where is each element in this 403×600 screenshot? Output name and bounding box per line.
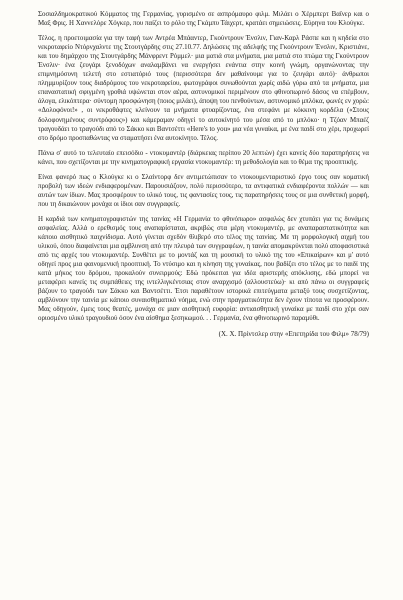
paragraph-4: Είναι φανερό πως ο Κλούγκε κι ο Σλαίντορφ δεν αντιμετώπισαν το ντοκουμενταριστικό έργο τους σαν κοματική προβολή των ιδεών ενδιαφερομένων. Παρουσιάζουν, πολύ περισσότερο, τα αντιφατικά ενδιαφέροντα πολλών — και αυτών των ίδιων. Μας προσφέρουν το υλικό τους, τις φαντασίες τους, τις παρατηρήσεις τους σε μια συνθετική μορφή, που τη δικαιώνουν μονάχα οι ίδιοι σαν συγγραφείς.: [38, 173, 369, 208]
paragraph-5: Η καρδιά των κινηματογραφιστών της ταινίας «Η Γερμανία το φθινόπωρο» ασφαλώς δεν χτυπάει για τις δυνάμεις ασφαλείας. Αλλά ο ερεθισμός τους αναπαρίσταται, ακριβώς στα μέρη ντοκυμαντέρ, με αναπαραστατικότητα και κάποιο αισθητικό παιχνίδισμα. Αυτό γίνεται σχεδόν θλιβερό στο τέλος της ταινίας. Με τη μορφολογική αιχμή του υλικού, όπου διαφαίνεται μια αμβλυνση από την πλευρά των συγγραφέων, η ταινία απομακρύνεται πολύ αποφασιστικά από τις αρχές του ντοκυμαντέρ. Συνθέτει με το μοντάζ και τη μουσική το υλικό της του «Επικαίρων» και μ' αυτό οδηγεί προς μια φαινομενική προοπτική. Το ντύσιμο και η κίνηση της γυναίκας, που βαδίζει στο τέλος με το παιδί της κατά μήκος του δρόμου, προκαλούν συνειρμούς: Εδώ πρόκειται για ιδέα αριστερής απόκλισης, εδώ μπορεί να μεταφέρει κανείς τις συμπάθειες της ιντελλιγκέντσιας στον αναρχισμό (αλλουστεύω)· κι από πάνω οι συγγραφείς βάζουν το τραγούδι των Σάκκο και Βαντσέττι. Έτσι παραθέτουν ιστορικά επιτεύγματα μεταξύ τους συσχετίζοντας, αμβλύνουν την ταινία με κάποιο συναισθηματικό νόημα, ενώ στην πραγματικότητα δεν έχουν τίποτα να προσφέρουν. Μας οδηγούν, έμεις τους θεατές, μονάχα σε μιαν αισθητική ευφορία: αντιαισθητική γυναίκα με παιδί στο χέρι σαν οριοσμένο υλικό τραγουδιού όσον ένα αίσθημα ξεσηκωμού. . . Γερμανία, ένα φθινοπωρινό παραμύθι.: [38, 215, 369, 323]
paragraph-2: Τέλος, η προετοιμασία για την ταφή των Αντρέα Μπάαντερ, Γκούντρουν Ένσλιν, Γιαν-Καρλ Ράσπε και η κηδεία στο νεκροταφείο Ντόρνχαλντε της Στουτγάρδης στις 27.10.77. Δηλώσεις της αδελφής της Γκούντρουν Ένσλιν, Κριστιάνε, και του δημάρχου της Στουτγάρδης Μάνφρεντ Ρόμμελ· μια ματιά στα μνήματα, μια ματιά στο πτώμα της Γκούντρουν Ένσλιν· ένα ζευγάρι ξενοδόχων αναλαμβάνει να ενεργήσει ενάντια στην κοινή γνώμη, οργανώνοντας την επιμνημόσυνη τελετή στο εστιατόριό τους (περισσότερα δεν μαθαίνουμε για το ζευγάρι αυτό)· άνθρωποι πλημμυρίζουν τους διαδρόμους του νεκροταφείου, φωτογράφοι συνωθούνται χωρίς αιδώ γύρω από τα μνήματα, μια επαναστατική σφιγμένη γροθιά υψώνεται στον αέρα, αστυνομικοί περιμένουν στο φθινοπωρινό δάσος να επέμβουν, άλογα, ελικόπτερα· σύντομη προσφώνηση (ποιος μιλάει), άποψη του πενθούντων, αστυνομικό μπλόκα, φωνές εν χορώ: «Δολοφόνοι!» , οι νεκροθάφτες κλείνουν τα μνήματα φτυαρίζοντας, ένα στεφάνι με κόκκινη κορδέλα («Στους δολοφονημένους συντρόφους») και κάμεραμαν οδηγεί το αυτοκίνητό του μέσα από το μπλόκο· η Τζόαν Μπαέζ τραγουδάει το τραγούδι από το Σάκκο και Βαντσέττι «Here's to you» μια νέα γυναίκα, με ένα παιδί στο χέρι, προχωρεί στο δρόμο προσπαθώντας να σταματήσει ένα αυτοκίνητο. Τέλος.: [38, 35, 369, 142]
source-citation: (Χ. Χ. Πρίντσλερ στην «Επετηρίδα του Φιλμ» 78/79): [218, 329, 369, 338]
paragraph-1: Σοσιαλδημοκρατικού Κόμματος της Γερμανίας, γυρισμένο σε ασπρόμαυρο φιλμ. Μιλάει ο Χέρμπερτ Βαϊνερ και ο Μαξ Φρις. Η Χαννελόρε Χόγκερ, που παίζει το ρόλο της Γκάμπυ Τάιχερτ, κρατάει σημειώσεις. Εύρηνα του Κλούγκε.: [38, 11, 369, 28]
paragraph-3: Πάνω σ' αυτό το τελευταίο επεισόδιο - ντοκυμαντέρ (διάρκειας περίπου 20 λεπτών) έχει κανείς δύο παρατηρήσεις να κάνει, που σχετίζονται με την κινηματογραφική εργασία ντοκυμαντέρ: τη μεθοδολογία και το θέμα της προοπτικής.: [38, 149, 369, 166]
